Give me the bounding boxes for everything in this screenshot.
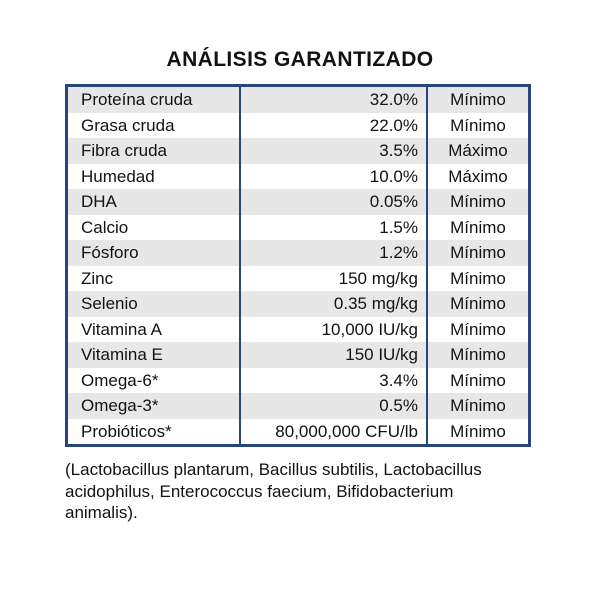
nutrient-limit: Máximo [448,141,508,161]
nutrient-name: Omega-6* [68,368,241,394]
nutrient-value: 1.5% [241,215,428,241]
nutrient-limit: Mínimo [450,294,506,314]
nutrient-name: Selenio [68,291,241,317]
nutrient-value: 0.35 mg/kg [241,291,428,317]
nutrient-limit: Mínimo [450,396,506,416]
nutrient-value: 150 IU/kg [241,342,428,368]
nutrient-name: Proteína cruda [68,87,241,113]
nutrient-limit: Mínimo [450,115,506,135]
table-row [68,266,528,292]
nutrient-limit: Mínimo [450,192,506,212]
nutrient-name: Calcio [68,215,241,241]
footnote-line: acidophilus, Enterococcus faecium, Bifidobacterium [65,481,454,501]
nutrient-name: Vitamina A [68,317,241,343]
nutrient-limit: Mínimo [450,421,506,441]
nutrient-limit: Mínimo [450,243,506,263]
nutrient-name: Humedad [68,164,241,190]
nutrient-value: 0.5% [241,393,428,419]
nutrient-limit: Máximo [448,166,508,186]
nutrient-name: Zinc [68,266,241,292]
nutrient-value: 150 mg/kg [241,266,428,292]
nutrient-value: 10.0% [241,164,428,190]
nutrient-name: Omega-3* [68,393,241,419]
nutrient-value: 80,000,000 CFU/lb [241,419,428,445]
nutrient-value: 3.5% [241,138,428,164]
table-row [68,291,528,317]
nutrient-limit: Mínimo [450,217,506,237]
nutrient-limit: Mínimo [450,345,506,365]
nutrient-value: 1.2% [241,240,428,266]
table-row [68,393,528,419]
table-row [68,419,528,445]
table-row [68,164,528,190]
table-row [68,215,528,241]
nutrient-limit: Mínimo [450,319,506,339]
footnote-line: animalis). [65,503,138,522]
nutrient-value: 10,000 IU/kg [241,317,428,343]
nutrient-value: 0.05% [241,189,428,215]
nutrient-limit: Mínimo [450,370,506,390]
nutrient-name: DHA [68,189,241,215]
table-row [68,138,528,164]
table-row [68,113,528,139]
table-row [68,368,528,394]
nutrient-limit: Mínimo [450,268,506,288]
nutrient-name: Fósforo [68,240,241,266]
nutrient-name: Vitamina E [68,342,241,368]
guaranteed-analysis-table [65,84,531,447]
nutrient-name: Probióticos* [68,419,241,445]
table-row [68,240,528,266]
nutrient-value: 32.0% [241,87,428,113]
nutrient-name: Fibra cruda [68,138,241,164]
table-row [68,342,528,368]
probiotics-footnote [65,459,565,524]
nutrient-value: 22.0% [241,113,428,139]
table-row [68,189,528,215]
nutrient-value: 3.4% [241,368,428,394]
table-row [68,87,528,113]
nutrient-name: Grasa cruda [68,113,241,139]
table-row [68,317,528,343]
nutrient-limit: Mínimo [450,90,506,110]
page-title: ANÁLISIS GARANTIZADO [166,48,434,71]
footnote-line: (Lactobacillus plantarum, Bacillus subtilis, Lactobacillus [65,460,482,479]
